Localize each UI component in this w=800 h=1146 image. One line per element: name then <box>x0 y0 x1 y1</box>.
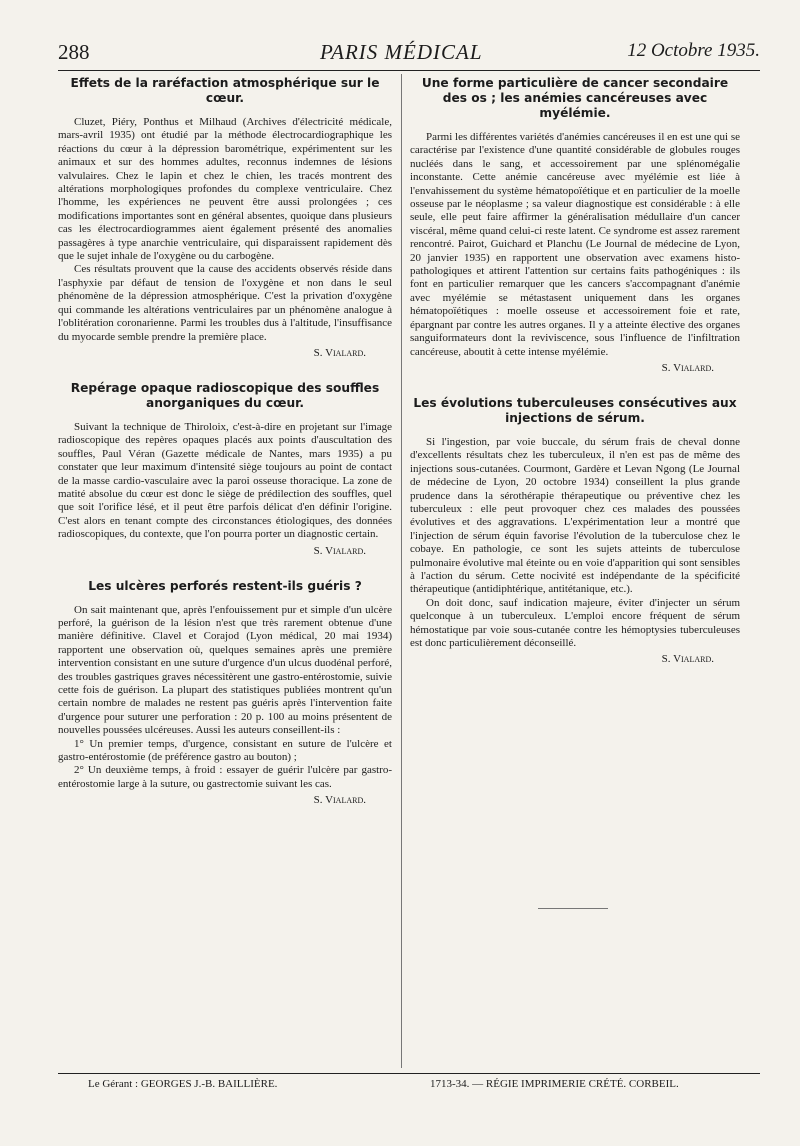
article-paragraph: On doit donc, sauf indication majeure, éviter d'injecter un sérum quelconque à un tuberculeux. L'emploi encore fréquent de sérum hémostatique par voie sous-cutanée contre les hémoptysies tuberculeuses est donc particulièrement déconseillé. <box>410 596 740 649</box>
footer-printer: 1713-34. — RÉGIE IMPRIMERIE CRÉTÉ. CORBEIL. <box>430 1078 679 1090</box>
article-paragraph: Suivant la technique de Thiroloix, c'est-à-dire en projetant sur l'image radioscopique des repères opaques placés aux points d'auscultation des souffles, Paul Véran (Gazette médicale de Nantes, mars 1935) a pu constater que leur maximum d'intensité siège toujours au point de contact de la masse cardio-vasculaire avec la paroi osseuse thoracique. La zone de matité absolue du cœur est donc le siège de prédilection des souffles, quel que soit l'orifice lésé, et il peut être parfois délicat d'en définir l'origine. C'est alors en tenant compte des circonstances étiologiques, des données radioscopiques, du contexte, que l'on pourra porter un diagnostic certain. <box>58 420 392 541</box>
article-signature: S. Vialard. <box>313 346 366 359</box>
article-paragraph: 1° Un premier temps, d'urgence, consistant en suture de l'ulcère et gastro-entérostomie (de préférence gastro au bouton) ; <box>58 737 392 764</box>
article <box>58 381 392 557</box>
article-paragraph: 2° Un deuxième temps, à froid : essayer de guérir l'ulcère par gastro-entérostomie large à la suture, ou gastrectomie suivant les cas. <box>58 764 392 790</box>
article-title: Repérage opaque radioscopique des souffles anorganiques du cœur. <box>70 380 380 410</box>
article-paragraph: Parmi les différentes variétés d'anémies cancéreuses il en est une qui se caractérise par l'existence d'une quantité considérable de globules rouges nucléés dans le sang, et accessoirement par une splénomégalie inconstante. Cette anémie cancéreuse avec myélémie est liée à l'envahissement du système hématopoïétique et en particulier de la moelle osseuse par le néoplasme ; sa valeur diagnostique est considérable : à elle seule, elle peut faire affirmer la généralisation médullaire d'un cancer viscéral, même quand celui-ci reste latent. Ce syndrome est assez rarement rencontré. Pairot, Guichard et Planchu (Le Journal de médecine de Lyon, 20 janvier 1935) en rapportent une observation avec examens histo-pathologiques et attirent l'attention sur certains faits pathogéniques : ils font en particulier remarquer que les cancers s'accompagnant d'anémie avec myélémie se métastasent uniquement dans les organes hématopoïétiques : moelle osseuse et accessoirement foie et rate, épargnant par contre les autres organes. Il y a atteinte élective des organes sanguiformateurs dont la reviviscence, sous l'influence de l'infiltration cancéreuse, aboutit à cette intense myélémie. <box>410 131 740 358</box>
article-signature: S. Vialard. <box>313 544 366 557</box>
issue-date: 12 Octobre 1935. <box>627 40 760 61</box>
article-signature: S. Vialard. <box>661 653 714 666</box>
article-paragraph: Cluzet, Piéry, Ponthus et Milhaud (Archives d'électricité médicale, mars-avril 1935) ont étudié par la méthode électrocardiographique les réactions du cœur à la dépression barométrique, expérimentent sur les animaux et sur des hommes adultes, reconnus indemnes de lésions valvulaires. Chez le lapin et chez le chien, les tracés montrent des altérations morphologiques profondes du complexe ventriculaire. Chez l'homme, les expériences ne peuvent être aussi prolongées ; ces modifications importantes sont en général absentes, quoique dans plusieurs cas les électrocardiogrammes aient également présenté des anomalies passagères à type anarchie ventriculaire, qui disparaissent rapidement dès que le sujet inhale de l'oxygène ou du carbogène. <box>58 116 392 263</box>
page-number: 288 <box>58 40 90 64</box>
article <box>410 396 740 666</box>
article-title: Effets de la raréfaction atmosphérique sur le cœur. <box>70 76 380 105</box>
article <box>410 76 740 374</box>
footer-publisher: Le Gérant : GEORGES J.-B. BAILLIÈRE. <box>88 1078 278 1090</box>
article <box>58 76 392 359</box>
column-divider <box>401 74 402 1068</box>
left-column <box>58 76 392 828</box>
article-signature: S. Vialard. <box>661 361 714 374</box>
page-header <box>58 40 760 68</box>
header-rule <box>58 70 760 71</box>
footer-rule <box>58 1073 760 1074</box>
journal-title: PARIS MÉDICAL <box>320 40 483 64</box>
right-column <box>410 76 740 687</box>
section-end-rule <box>538 908 608 909</box>
article-title: Une forme particulière de cancer secondaire des os ; les anémies cancéreuses avec myélémie. <box>421 76 729 120</box>
article-paragraph: Si l'ingestion, par voie buccale, du sérum frais de cheval donne d'excellents résultats chez les tuberculeux, il n'en est pas de même des injections sous-cutanées. Courmont, Gardère et Levan Ngong (Le Journal de médecine de Lyon, 20 octobre 1934) conseillent la plus grande prudence dans la sérothérapie thérapeutique ou préventive chez les tuberculeux : elle peut provoquer chez ces malades des poussées évolutives et des aggravations. L'expérimentation leur a montré que l'injection de sérum équin favorise l'évolution de la tuberculose chez le cobaye. En pathologie, ce sont les sujets atteints de tuberculose pulmonaire évolutive mal éteinte ou en voie d'apparition qui sont sensibles à l'action du sérum. Cette nocivité est indépendante de la spécificité thérapeutique (antidiphtérique, antitétanique, etc.). <box>410 435 740 596</box>
article-signature: S. Vialard. <box>313 794 366 807</box>
article-title: Les évolutions tuberculeuses consécutives aux injections de sérum. <box>413 395 737 425</box>
article-paragraph: On sait maintenant que, après l'enfouissement pur et simple d'un ulcère perforé, la guérison de la lésion n'est que très rarement obtenue d'une manière définitive. Clavel et Corajod (Lyon médical, 20 mai 1934) rapportent une observation où, quelques semaines après une première intervention consistant en une suture d'urgence d'un ulcus duodénal perforé, des troubles gastriques graves nécessitèrent une gastro-entérostomie, suivie cette fois de guérison. La plupart des statistiques publiées montrent qu'un certain nombre de malades ne restent pas guéris après l'intervention faite d'urgence pour suturer une perforation : 20 p. 100 au moins présentent de nouvelles poussées ulcéreuses. Aussi les auteurs conseillent-ils : <box>58 603 392 737</box>
article-title: Les ulcères perforés restent-ils guéris ? <box>88 578 362 593</box>
article <box>58 579 392 807</box>
article-paragraph: Ces résultats prouvent que la cause des accidents observés réside dans l'asphyxie par défaut de tension de l'oxygène et non dans le seul phénomène de la dépression atmosphérique. C'est la privation d'oxygène qui commande les altérations ventriculaires par un phénomène analogue à l'oblitération coronarienne. Parmi les troubles dus à l'altitude, l'insuffisance du myocarde semble prendre la première place. <box>58 263 392 343</box>
